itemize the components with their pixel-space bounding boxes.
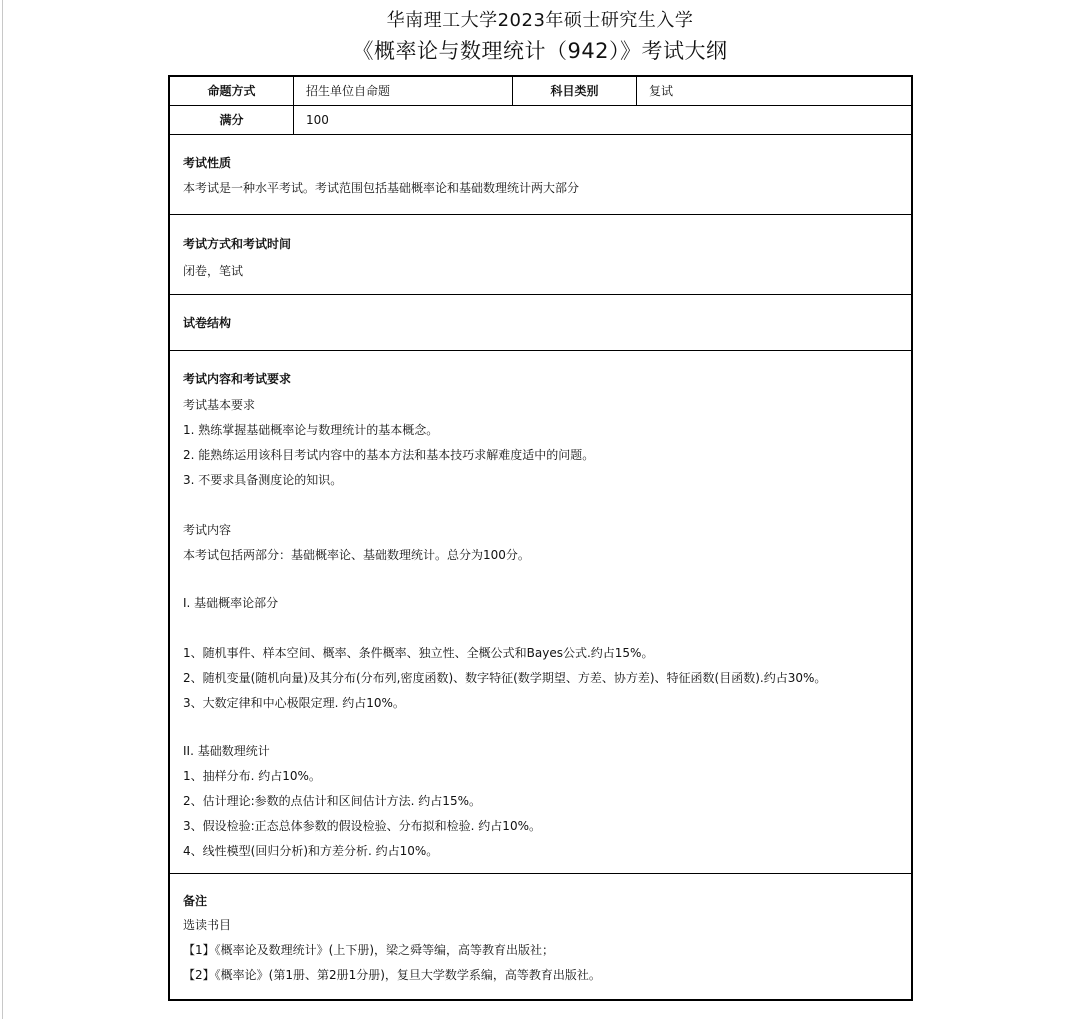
section-title: 试卷结构 xyxy=(183,316,232,330)
section-exam-format xyxy=(170,215,911,295)
section-exam-nature xyxy=(170,135,911,215)
part2-heading: II. 基础数理统计 xyxy=(183,744,270,758)
method-label: 命题方式 xyxy=(207,84,256,98)
category-value: 复试 xyxy=(649,84,674,98)
score-value: 100 xyxy=(306,113,329,127)
list-item: 2. 能熟练运用该科目考试内容中的基本方法和基本技巧求解难度适中的问题。 xyxy=(183,448,595,462)
list-item: 2、估计理论:参数的点估计和区间估计方法. 约占15%。 xyxy=(183,794,481,808)
section-paper-structure xyxy=(170,295,911,351)
page-edge-rule xyxy=(2,0,3,1019)
section-exam-content xyxy=(170,351,911,874)
section-title: 考试内容和考试要求 xyxy=(183,372,292,386)
syllabus-table xyxy=(168,75,913,1001)
content-heading: 考试内容 xyxy=(183,523,232,537)
list-item: 1、随机事件、样本空间、概率、条件概率、独立性、全概公式和Bayes公式.约占15%。 xyxy=(183,646,654,660)
meta-row-score xyxy=(170,106,911,135)
section-title: 备注 xyxy=(183,894,208,908)
score-label: 满分 xyxy=(219,113,244,127)
document-title-line2: 《概率论与数理统计（942）》考试大纲 xyxy=(352,39,728,63)
section-text: 本考试是一种水平考试。考试范围包括基础概率论和基础数理统计两大部分 xyxy=(183,181,580,195)
section-text: 闭卷，笔试 xyxy=(183,264,244,278)
section-title: 考试性质 xyxy=(183,156,232,170)
list-item: 【2】《概率论》(第1册、第2册1分册)，复旦大学数学系编，高等教育出版社。 xyxy=(183,968,601,982)
content-intro: 本考试包括两部分：基础概率论、基础数理统计。总分为100分。 xyxy=(183,548,530,562)
document-title-line1: 华南理工大学2023年硕士研究生入学 xyxy=(386,10,694,31)
section-title: 考试方式和考试时间 xyxy=(183,237,292,251)
category-label: 科目类别 xyxy=(550,84,599,98)
list-item: 3、大数定律和中心极限定理. 约占10%。 xyxy=(183,696,405,710)
list-item: 4、线性模型(回归分析)和方差分析. 约占10%。 xyxy=(183,844,439,858)
list-item: 2、随机变量(随机向量)及其分布(分布列,密度函数)、数字特征(数学期望、方差、协方差)、特征函数(目函数).约占30%。 xyxy=(183,671,827,685)
part1-heading: I. 基础概率论部分 xyxy=(183,596,279,610)
list-item: 1. 熟练掌握基础概率论与数理统计的基本概念。 xyxy=(183,423,439,437)
section-notes xyxy=(170,874,911,1001)
basic-req-heading: 考试基本要求 xyxy=(183,398,256,412)
list-item: 1、抽样分布. 约占10%。 xyxy=(183,769,321,783)
method-value: 招生单位自命题 xyxy=(306,84,391,98)
list-item: 【1】《概率论及数理统计》(上下册)，梁之舜等编，高等教育出版社； xyxy=(183,943,555,957)
books-heading: 选读书目 xyxy=(183,918,232,932)
list-item: 3. 不要求具备测度论的知识。 xyxy=(183,473,343,487)
meta-row-method xyxy=(170,77,911,106)
list-item: 3、假设检验:正态总体参数的假设检验、分布拟和检验. 约占10%。 xyxy=(183,819,541,833)
